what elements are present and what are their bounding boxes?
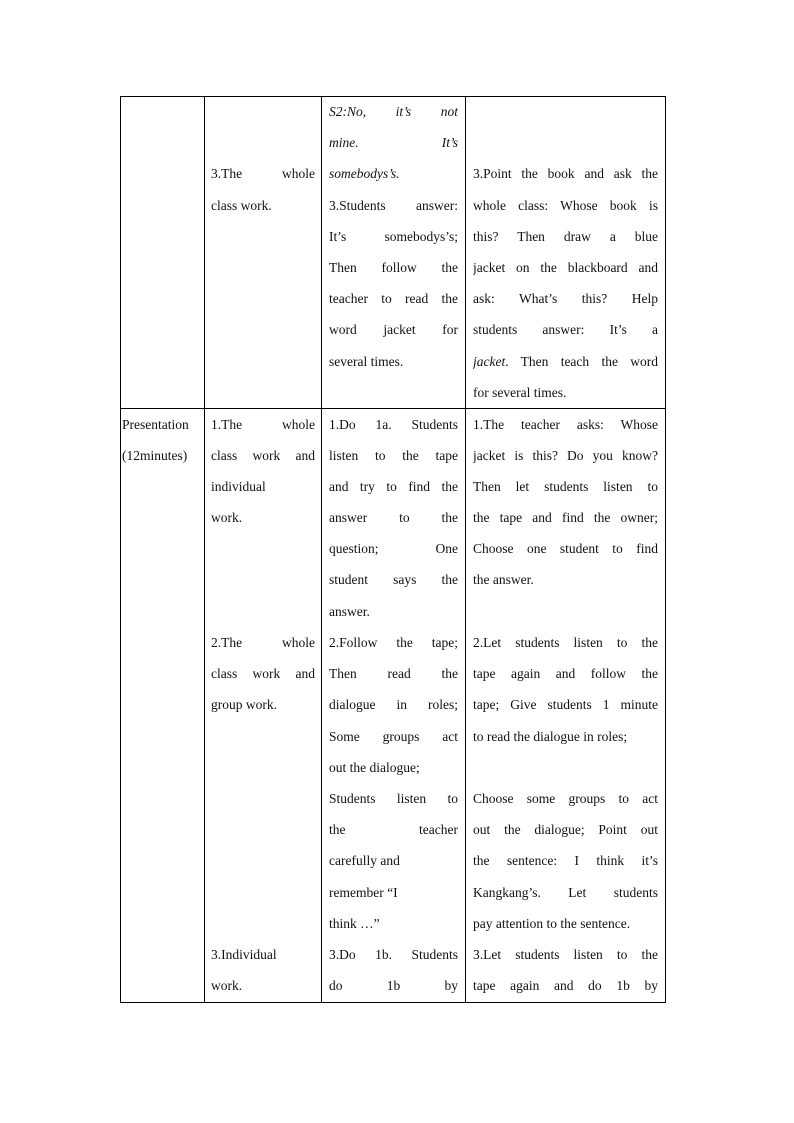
student-cell-line: and try to find the [329, 479, 458, 494]
teacher-cell-line: for several times. [473, 385, 567, 400]
interaction-cell-line: 2.The whole [211, 635, 315, 650]
student-cell-line: carefully and [329, 853, 400, 868]
student-cell-line: word jacket for [329, 322, 458, 337]
teacher-cell-line: tape; Give students 1 minute [473, 697, 658, 712]
teacher-cell-line: Kangkang’s. Let students [473, 885, 658, 900]
teacher-cell-line: jacket is this? Do you know? [473, 448, 658, 463]
student-cell-line: the teacher [329, 822, 458, 837]
student-cell-line: question; One [329, 541, 458, 556]
column-divider-2 [321, 96, 322, 1003]
student-cell-line: student says the [329, 572, 458, 587]
student-cell-line: do 1b by [329, 978, 458, 993]
interaction-cell-line: work. [211, 978, 243, 993]
stage-cell-line: (12minutes) [122, 448, 188, 463]
student-cell-line: several times. [329, 354, 404, 369]
student-cell-line: S2:No, it’s not [329, 104, 458, 119]
interaction-cell-line: group work. [211, 697, 277, 712]
teacher-cell-line: Then let students listen to [473, 479, 658, 494]
interaction-cell-line: work. [211, 510, 243, 525]
interaction-cell-line: class work. [211, 198, 272, 213]
table-border-left [120, 96, 121, 1003]
teacher-cell-line: jacket. Then teach the word [473, 354, 658, 369]
interaction-cell-line: class work and [211, 666, 315, 681]
teacher-cell-line: the sentence: I think it’s [473, 853, 658, 868]
interaction-cell-line: 3.The whole [211, 166, 315, 181]
teacher-cell-line: 2.Let students listen to the [473, 635, 658, 650]
teacher-cell-line: Choose one student to find [473, 541, 658, 556]
student-cell-line: 3.Students answer: [329, 198, 458, 213]
student-cell-line: Then read the [329, 666, 458, 681]
teacher-cell-line: students answer: It’s a [473, 322, 658, 337]
teacher-cell-line: 3.Point the book and ask the [473, 166, 658, 181]
teacher-cell-line: the tape and find the owner; [473, 510, 658, 525]
teacher-cell-line: to read the dialogue in roles; [473, 729, 628, 744]
student-cell-line: remember “I [329, 885, 398, 900]
student-cell-line: 3.Do 1b. Students [329, 947, 458, 962]
student-cell-line: 2.Follow the tape; [329, 635, 458, 650]
interaction-cell-line: 3.Individual [211, 947, 277, 962]
student-cell-line: listen to the tape [329, 448, 458, 463]
teacher-cell-line: pay attention to the sentence. [473, 916, 631, 931]
student-cell-line: somebodys’s. [329, 166, 400, 181]
teacher-cell-line: 1.The teacher asks: Whose [473, 417, 658, 432]
teacher-cell-line: tape again and do 1b by [473, 978, 658, 993]
teacher-cell-line: the answer. [473, 572, 534, 587]
interaction-cell-line: 1.The whole [211, 417, 315, 432]
student-cell-line: answer to the [329, 510, 458, 525]
teacher-cell-line: whole class: Whose book is [473, 198, 658, 213]
column-divider-1 [204, 96, 205, 1003]
teacher-cell-line: tape again and follow the [473, 666, 658, 681]
student-cell-line: Then follow the [329, 260, 458, 275]
student-cell-line: dialogue in roles; [329, 697, 458, 712]
interaction-cell-line: class work and [211, 448, 315, 463]
interaction-cell-line: individual [211, 479, 266, 494]
student-cell-line: out the dialogue; [329, 760, 420, 775]
student-cell-line: Students listen to [329, 791, 458, 806]
student-cell-line: answer. [329, 604, 370, 619]
teacher-cell-line: out the dialogue; Point out [473, 822, 658, 837]
student-cell-line: Some groups act [329, 729, 458, 744]
stage-cell-line: Presentation [122, 417, 189, 432]
column-divider-3 [465, 96, 466, 1003]
student-cell-line: It’s somebodys’s; [329, 229, 458, 244]
teacher-cell-line: this? Then draw a blue [473, 229, 658, 244]
student-cell-line: teacher to read the [329, 291, 458, 306]
row-divider [120, 408, 666, 409]
table-border-right [665, 96, 666, 1003]
student-cell-line: 1.Do 1a. Students [329, 417, 458, 432]
table-border-bottom [120, 1002, 666, 1003]
teacher-cell-line: jacket on the blackboard and [473, 260, 658, 275]
table-border-top [120, 96, 666, 97]
teacher-cell-line: 3.Let students listen to the [473, 947, 658, 962]
student-cell-line: think …” [329, 916, 380, 931]
teacher-cell-line: Choose some groups to act [473, 791, 658, 806]
teacher-cell-line: ask: What’s this? Help [473, 291, 658, 306]
student-cell-line: mine. It’s [329, 135, 458, 150]
